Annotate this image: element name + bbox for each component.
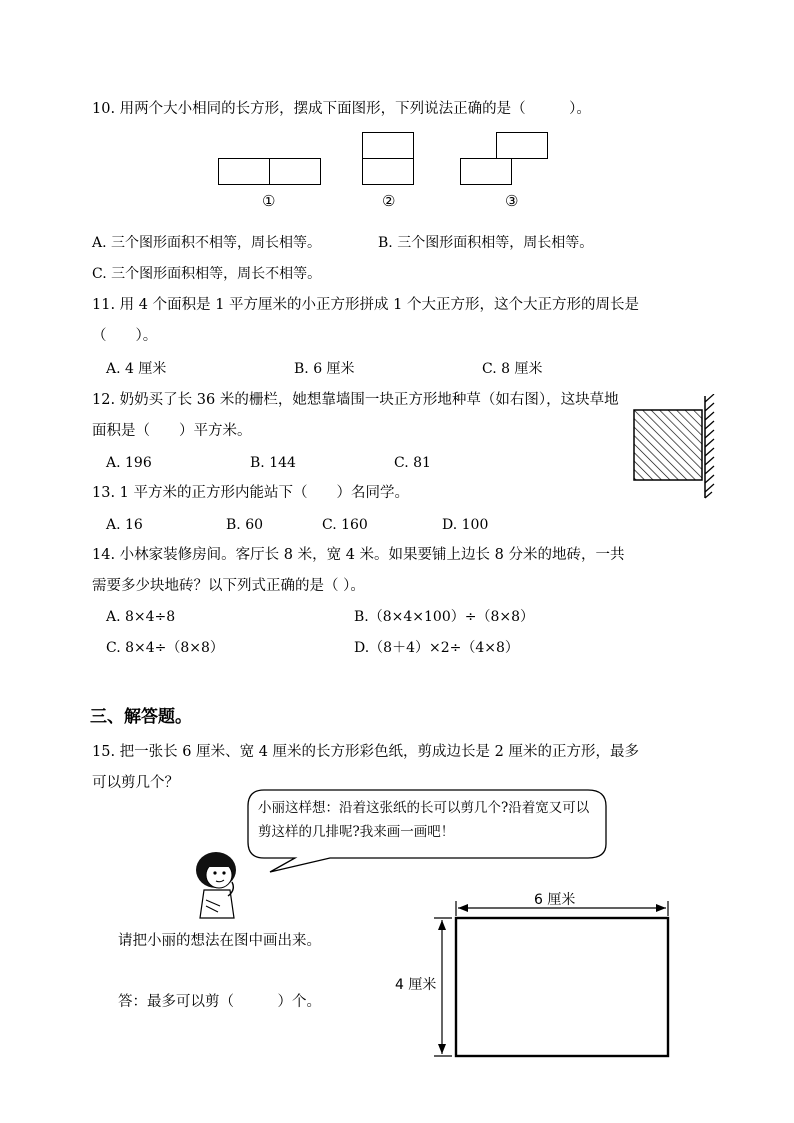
girl-illustration bbox=[190, 846, 246, 920]
length-label: 6 厘米 bbox=[534, 892, 576, 908]
q11-option-c: C. 8 厘米 bbox=[482, 361, 543, 377]
q13-stem: 13. 1 平方米的正方形内能站下（ ）名同学。 bbox=[92, 485, 410, 501]
q12-option-a: A. 196 bbox=[106, 455, 152, 471]
q12-stem-line2: 面积是（ ）平方米。 bbox=[92, 423, 252, 439]
q12-option-b: B. 144 bbox=[250, 455, 296, 471]
q13-option-b: B. 60 bbox=[226, 517, 264, 533]
length-dimension-arrow bbox=[456, 901, 668, 916]
q15-instruction: 请把小丽的想法在图中画出来。 bbox=[118, 933, 321, 949]
figure3-rect-top bbox=[496, 132, 548, 159]
paper-rectangle bbox=[456, 918, 668, 1056]
figure2-rect-bottom bbox=[362, 158, 414, 185]
q11-option-a: A. 4 厘米 bbox=[106, 361, 167, 377]
figure2-caption: ② bbox=[382, 192, 396, 210]
q10-option-a: A. 三个图形面积不相等，周长相等。 bbox=[92, 235, 322, 251]
q14-option-d: D.（8＋4）×2÷（4×8） bbox=[354, 640, 519, 656]
q15-stem-line2: 可以剪几个？ bbox=[92, 775, 179, 791]
q13-option-a: A. 16 bbox=[106, 517, 143, 533]
q10-option-c: C. 三个图形面积相等，周长不相等。 bbox=[92, 266, 322, 282]
q14-stem-line1: 14. 小林家装修房间。客厅长 8 米，宽 4 米。如果要铺上边长 8 分米的地砖，一共 bbox=[92, 547, 625, 563]
hatched-square-against-wall-figure bbox=[626, 394, 718, 504]
q13-option-c: C. 160 bbox=[322, 517, 368, 533]
width-label: 4 厘米 bbox=[395, 977, 437, 993]
q12-option-c: C. 81 bbox=[394, 455, 431, 471]
q11-stem-line1: 11. 用 4 个面积是 1 平方厘米的小正方形拼成 1 个大正方形，这个大正方形的周长是 bbox=[92, 297, 639, 313]
q14-option-c: C. 8×4÷（8×8） bbox=[106, 640, 224, 656]
q10-stem: 10. 用两个大小相同的长方形，摆成下面图形，下列说法正确的是（ ）。 bbox=[92, 101, 591, 117]
q13-option-d: D. 100 bbox=[442, 517, 489, 533]
q10-option-b: B. 三个图形面积相等，周长相等。 bbox=[378, 235, 594, 251]
q15-stem-line1: 15. 把一张长 6 厘米、宽 4 厘米的长方形彩色纸，剪成边长是 2 厘米的正方形，最多 bbox=[92, 744, 639, 760]
figure1-rect-right bbox=[269, 158, 321, 185]
speech-bubble-text: 小丽这样想：沿着这张纸的长可以剪几个?沿着宽又可以剪这样的几排呢?我来画一画吧！ bbox=[258, 800, 590, 840]
section-heading: 三、解答题。 bbox=[90, 707, 192, 727]
figure2-rect-top bbox=[362, 132, 414, 159]
q11-stem-line2: （ ）。 bbox=[92, 328, 158, 344]
q14-option-a: A. 8×4÷8 bbox=[106, 609, 176, 625]
q14-option-b: B.（8×4×100）÷（8×8） bbox=[354, 609, 535, 625]
q14-stem-line2: 需要多少块地砖？以下列式正确的是（ ）。 bbox=[92, 578, 365, 594]
q12-stem-line1: 12. 奶奶买了长 36 米的栅栏，她想靠墙围一块正方形地种草（如右图），这块草地 bbox=[92, 392, 619, 408]
figure3-rect-bottom bbox=[460, 158, 512, 185]
figure1-rect-left bbox=[218, 158, 270, 185]
width-dimension-arrow bbox=[434, 918, 452, 1056]
figure3-caption: ③ bbox=[505, 192, 519, 210]
figure1-caption: ① bbox=[262, 192, 276, 210]
q15-answer: 答：最多可以剪（ ）个。 bbox=[118, 994, 321, 1010]
q11-option-b: B. 6 厘米 bbox=[294, 361, 355, 377]
paper-rectangle-diagram bbox=[428, 898, 678, 1062]
